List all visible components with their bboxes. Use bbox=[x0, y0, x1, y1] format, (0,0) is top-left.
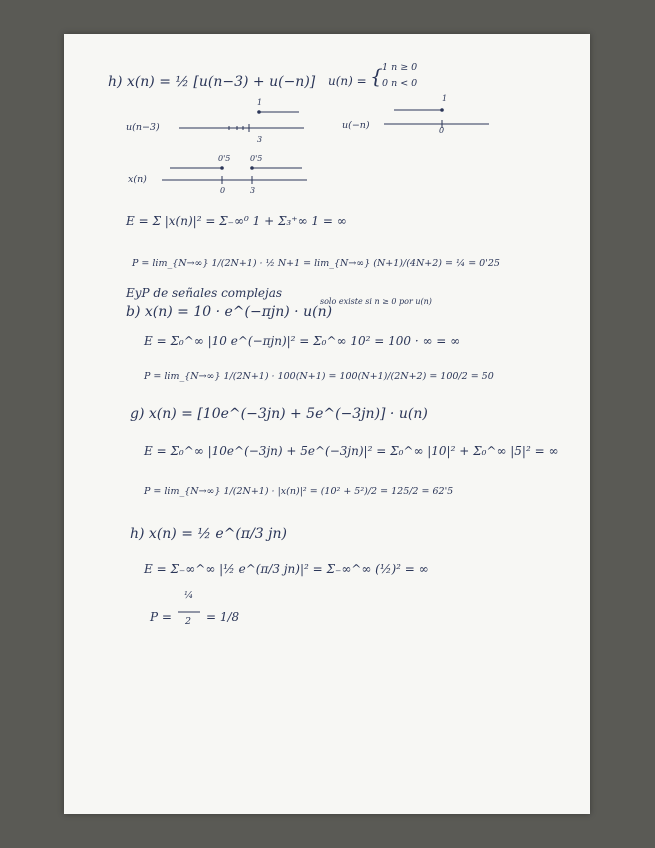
energy-g: E = Σ₀^∞ |10e^(−3jn) + 5e^(−3jn)|² = Σ₀^∞ |10|² + Σ₀^∞ |5|² = ∞ bbox=[144, 444, 559, 458]
fraction-bar bbox=[178, 610, 202, 614]
b-definition: b) x(n) = 10 · e^(−πjn) · u(n) bbox=[126, 304, 333, 320]
plot-umn bbox=[384, 94, 494, 144]
brace-icon: { bbox=[370, 64, 383, 88]
plot-un3-amp: 1 bbox=[257, 98, 263, 107]
plot-xn-tick2: 3 bbox=[250, 186, 256, 195]
plot-un3 bbox=[179, 96, 309, 146]
plot-un3-label: u(n−3) bbox=[126, 122, 160, 133]
power-h2-num: ¼ bbox=[184, 590, 194, 601]
power-h2-den: 2 bbox=[185, 616, 192, 627]
energy-b: E = Σ₀^∞ |10 e^(−πjn)|² = Σ₀^∞ 10² = 100 · ∞ = ∞ bbox=[144, 334, 461, 348]
energy-h: E = Σ |x(n)|² = Σ₋∞⁰ 1 + Σ₃⁺∞ 1 = ∞ bbox=[126, 214, 347, 228]
power-h: P = lim_{N→∞} 1/(2N+1) · ½ N+1 = lim_{N→∞} (N+1)/(4N+2) = ¼ = 0'25 bbox=[132, 258, 500, 269]
plot-xn-tick1: 0 bbox=[220, 186, 226, 195]
plot-xn bbox=[162, 154, 312, 194]
h2-definition: h) x(n) = ½ e^(π/3 jn) bbox=[130, 526, 287, 542]
b-note: solo existe si n ≥ 0 por u(n) bbox=[320, 297, 432, 306]
power-g: P = lim_{N→∞} 1/(2N+1) · |x(n)|² = (10² + 5²)/2 = 125/2 = 62'5 bbox=[144, 486, 454, 497]
u-definition-case1: 1 n ≥ 0 bbox=[382, 62, 418, 73]
notebook-page bbox=[64, 34, 590, 814]
power-b: P = lim_{N→∞} 1/(2N+1) · 100(N+1) = 100(N+1)/(2N+2) = 100/2 = 50 bbox=[144, 371, 494, 382]
plot-xn-amp2: 0'5 bbox=[250, 154, 263, 163]
g-definition: g) x(n) = [10e^(−3jn) + 5e^(−3jn)] · u(n) bbox=[130, 406, 428, 422]
h-definition: h) x(n) = ½ [u(n−3) + u(−n)] bbox=[108, 74, 316, 90]
plot-xn-amp1: 0'5 bbox=[218, 154, 231, 163]
plot-un3-tick-label: 3 bbox=[257, 135, 263, 144]
power-h2-lhs: P = bbox=[150, 610, 172, 624]
section-title: EyP de señales complejas bbox=[126, 286, 283, 300]
plot-umn-point bbox=[440, 108, 444, 112]
plot-umn-tick-label: 0 bbox=[439, 126, 445, 135]
plot-umn-amp: 1 bbox=[442, 94, 448, 103]
u-definition-case2: 0 n < 0 bbox=[382, 78, 418, 89]
plot-umn-label: u(−n) bbox=[342, 120, 370, 131]
plot-xn-point-left bbox=[220, 166, 224, 170]
power-h2-result: = 1/8 bbox=[206, 610, 240, 624]
u-definition-lhs: u(n) = bbox=[328, 74, 367, 88]
plot-xn-label: x(n) bbox=[128, 174, 147, 185]
energy-h2: E = Σ₋∞^∞ |½ e^(π/3 jn)|² = Σ₋∞^∞ (½)² = ∞ bbox=[144, 562, 429, 576]
